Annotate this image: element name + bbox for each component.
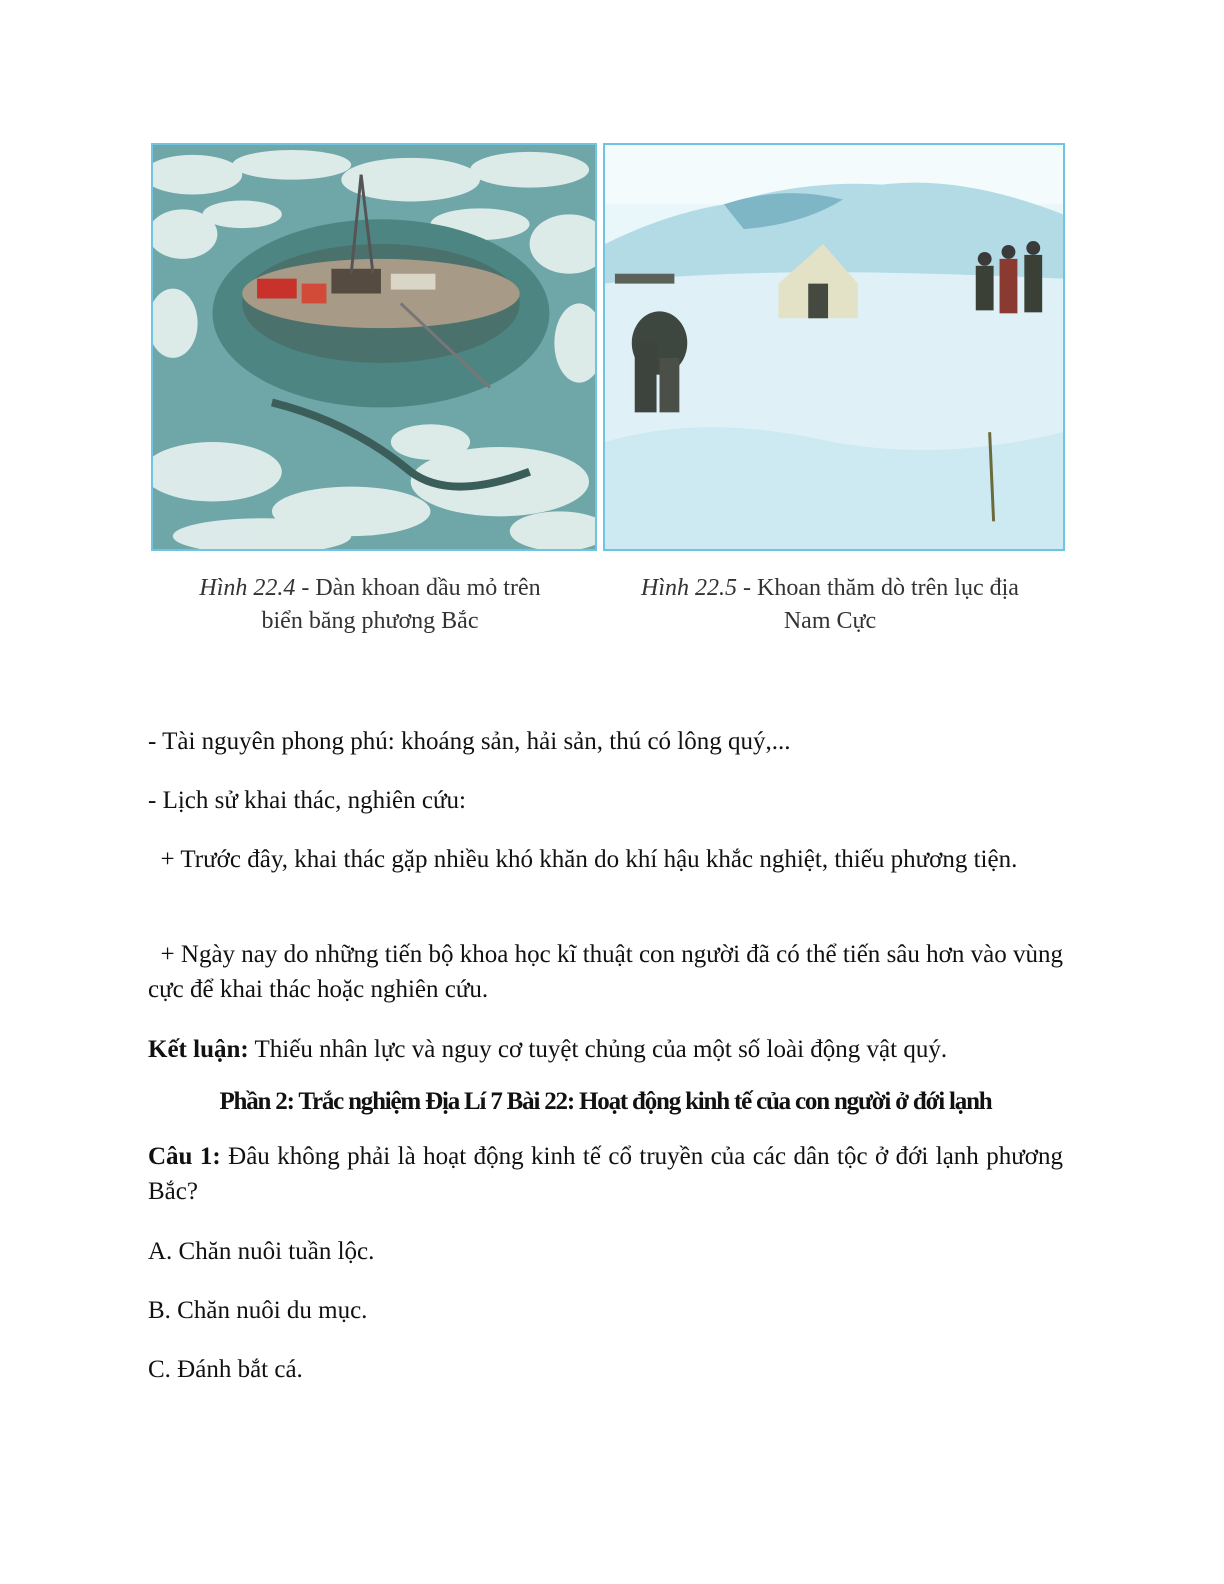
antarctic-drilling-photo: [603, 143, 1065, 551]
oil-rig-photo: [151, 143, 597, 551]
figure-caption-text: biển băng phương Bắc: [261, 608, 479, 634]
option-c: C. Đánh bắt cá.: [148, 1356, 303, 1383]
paragraph-conclusion: [148, 1032, 1063, 1067]
option-b: B. Chăn nuôi du mục.: [148, 1297, 368, 1324]
figure-caption-text: Nam Cực: [783, 608, 877, 634]
figure-caption-text: - Khoan thăm dò trên lục địa: [737, 575, 1019, 601]
figure-number: Hình 22.4: [199, 575, 296, 601]
paragraph-now: + Ngày nay do những tiến bộ khoa học kĩ thuật con người đã có thể tiến sâu hơn vào vùng cực để khai thác hoặc nghiên cứu.: [148, 941, 1070, 1003]
question-body: Đâu không phải là hoạt động kinh tế cổ truyền của các dân tộc ở đới lạnh phương Bắc?: [148, 1143, 1063, 1205]
question-label: Câu 1:: [148, 1143, 221, 1170]
question-text: [148, 1139, 1063, 1209]
conclusion-text: Thiếu nhân lực và nguy cơ tuyệt chủng của một số loài động vật quý.: [248, 1036, 948, 1063]
paragraph-history: - Lịch sử khai thác, nghiên cứu:: [148, 787, 466, 814]
figure-caption-left: [190, 572, 550, 638]
option-a: A. Chăn nuôi tuần lộc.: [148, 1238, 375, 1265]
paragraph-before: + Trước đây, khai thác gặp nhiều khó khăn do khí hậu khắc nghiệt, thiếu phương tiện.: [148, 846, 1018, 873]
section-heading: Phần 2: Trắc nghiệm Địa Lí 7 Bài 22: Hoạt động kinh tế của con người ở đới lạnh: [219, 1088, 992, 1115]
paragraph-resources: - Tài nguyên phong phú: khoáng sản, hải sản, thú có lông quý,...: [148, 728, 791, 755]
figure-caption-right: [630, 572, 1030, 638]
conclusion-label: Kết luận:: [148, 1036, 249, 1063]
figure-caption-text: - Dàn khoan dầu mỏ trên: [295, 575, 541, 601]
figure-row: [151, 143, 1065, 551]
figure-number: Hình 22.5: [641, 575, 738, 601]
